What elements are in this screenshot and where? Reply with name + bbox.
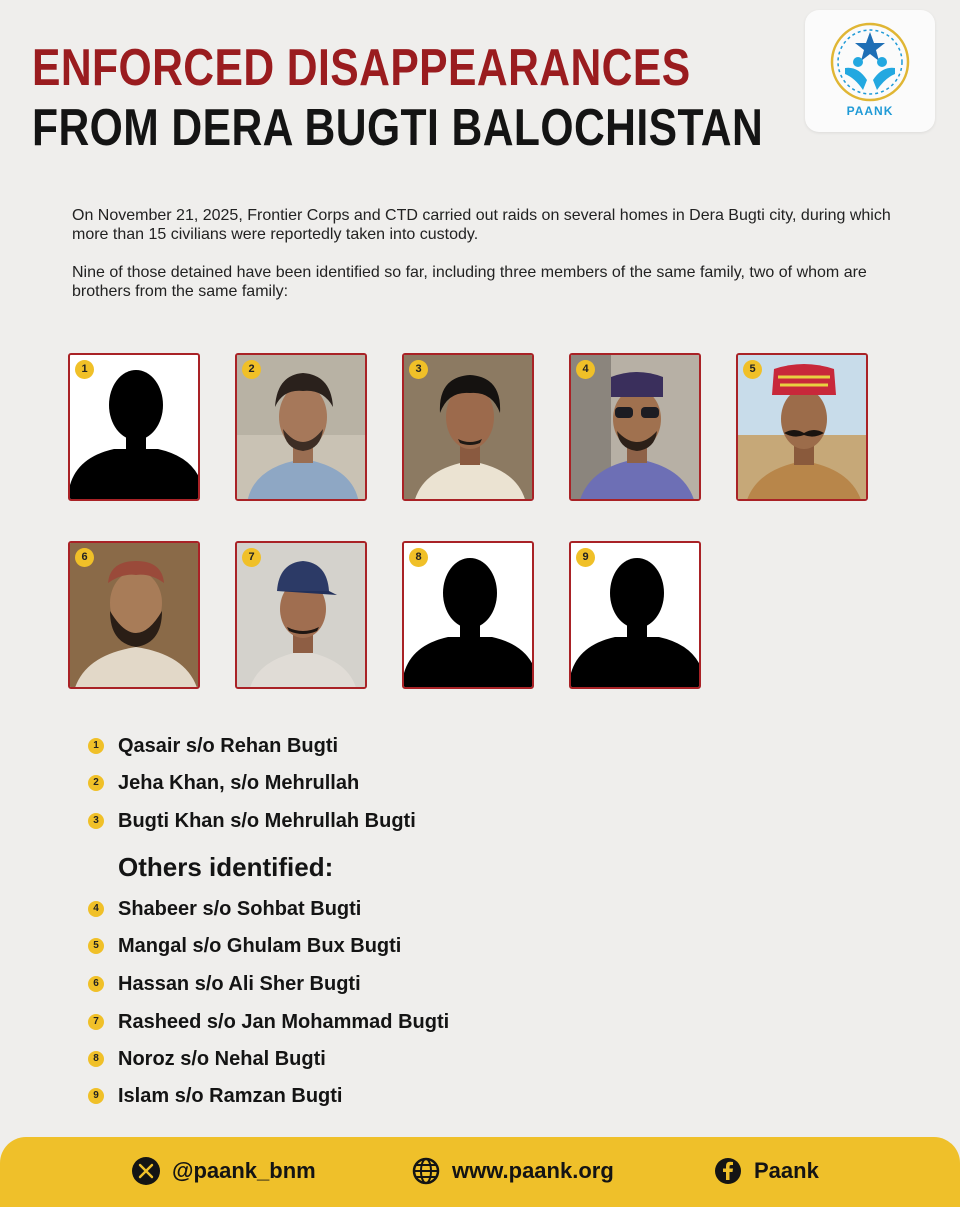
- website-url: www.paank.org: [452, 1158, 614, 1183]
- facebook-icon: [714, 1157, 742, 1185]
- photo-card-4: [569, 353, 701, 501]
- x-icon: [132, 1157, 160, 1185]
- title-line-1: ENFORCED DISAPPEARANCES: [32, 39, 691, 97]
- logo-text: PAANK: [846, 104, 894, 118]
- intro-paragraph-2: Nine of those detained have been identified so far, including three members of the same family, two of whom are brothers from the same family:: [72, 264, 867, 300]
- x-handle: @paank_bnm: [172, 1158, 316, 1183]
- person-name: Mangal s/o Ghulam Bux Bugti: [118, 935, 402, 957]
- photo-card-1: [68, 353, 200, 501]
- person-name: Jeha Khan, s/o Mehrullah: [118, 772, 360, 794]
- person-name: Hassan s/o Ali Sher Bugti: [118, 973, 361, 995]
- number-badge: 3: [409, 360, 428, 379]
- number-badge: 6: [88, 976, 104, 992]
- number-badge: 5: [88, 938, 104, 954]
- photo-card-7: [235, 541, 367, 689]
- number-badge: 4: [88, 901, 104, 917]
- person-name: Noroz s/o Nehal Bugti: [118, 1048, 326, 1070]
- photo-card-9: [569, 541, 701, 689]
- person-name: Shabeer s/o Sohbat Bugti: [118, 898, 362, 920]
- person-name: Islam s/o Ramzan Bugti: [118, 1085, 343, 1107]
- number-badge: 8: [88, 1051, 104, 1067]
- globe-icon: [412, 1157, 440, 1185]
- others-heading: Others identified:: [118, 852, 334, 882]
- photo-card-5: [736, 353, 868, 501]
- person-name: Qasair s/o Rehan Bugti: [118, 735, 339, 757]
- number-badge: 9: [88, 1088, 104, 1104]
- title-line-2: FROM DERA BUGTI BALOCHISTAN: [32, 99, 764, 157]
- number-badge: 8: [409, 548, 428, 567]
- number-badge: 2: [88, 775, 104, 791]
- facebook-name: Paank: [754, 1158, 819, 1183]
- number-badge: 9: [576, 548, 595, 567]
- number-badge: 5: [743, 360, 762, 379]
- number-badge: 1: [75, 360, 94, 379]
- photo-card-2: [235, 353, 367, 501]
- photo-card-6: [68, 541, 200, 689]
- person-name: Rasheed s/o Jan Mohammad Bugti: [118, 1011, 450, 1033]
- paank-emblem-icon: [825, 18, 915, 106]
- footer-bar: [0, 1137, 960, 1207]
- photo-card-8: [402, 541, 534, 689]
- paank-logo: [805, 10, 935, 132]
- number-badge: 7: [242, 548, 261, 567]
- number-badge: 1: [88, 738, 104, 754]
- person-name: Bugti Khan s/o Mehrullah Bugti: [118, 810, 416, 832]
- intro-paragraph-1: On November 21, 2025, Frontier Corps and CTD carried out raids on several homes in Dera Bugti city, during which more than 15 civilians were reportedly taken into custody.: [72, 207, 891, 243]
- number-badge: 2: [242, 360, 261, 379]
- number-badge: 6: [75, 548, 94, 567]
- photo-card-3: [402, 353, 534, 501]
- number-badge: 4: [576, 360, 595, 379]
- number-badge: 3: [88, 813, 104, 829]
- number-badge: 7: [88, 1014, 104, 1030]
